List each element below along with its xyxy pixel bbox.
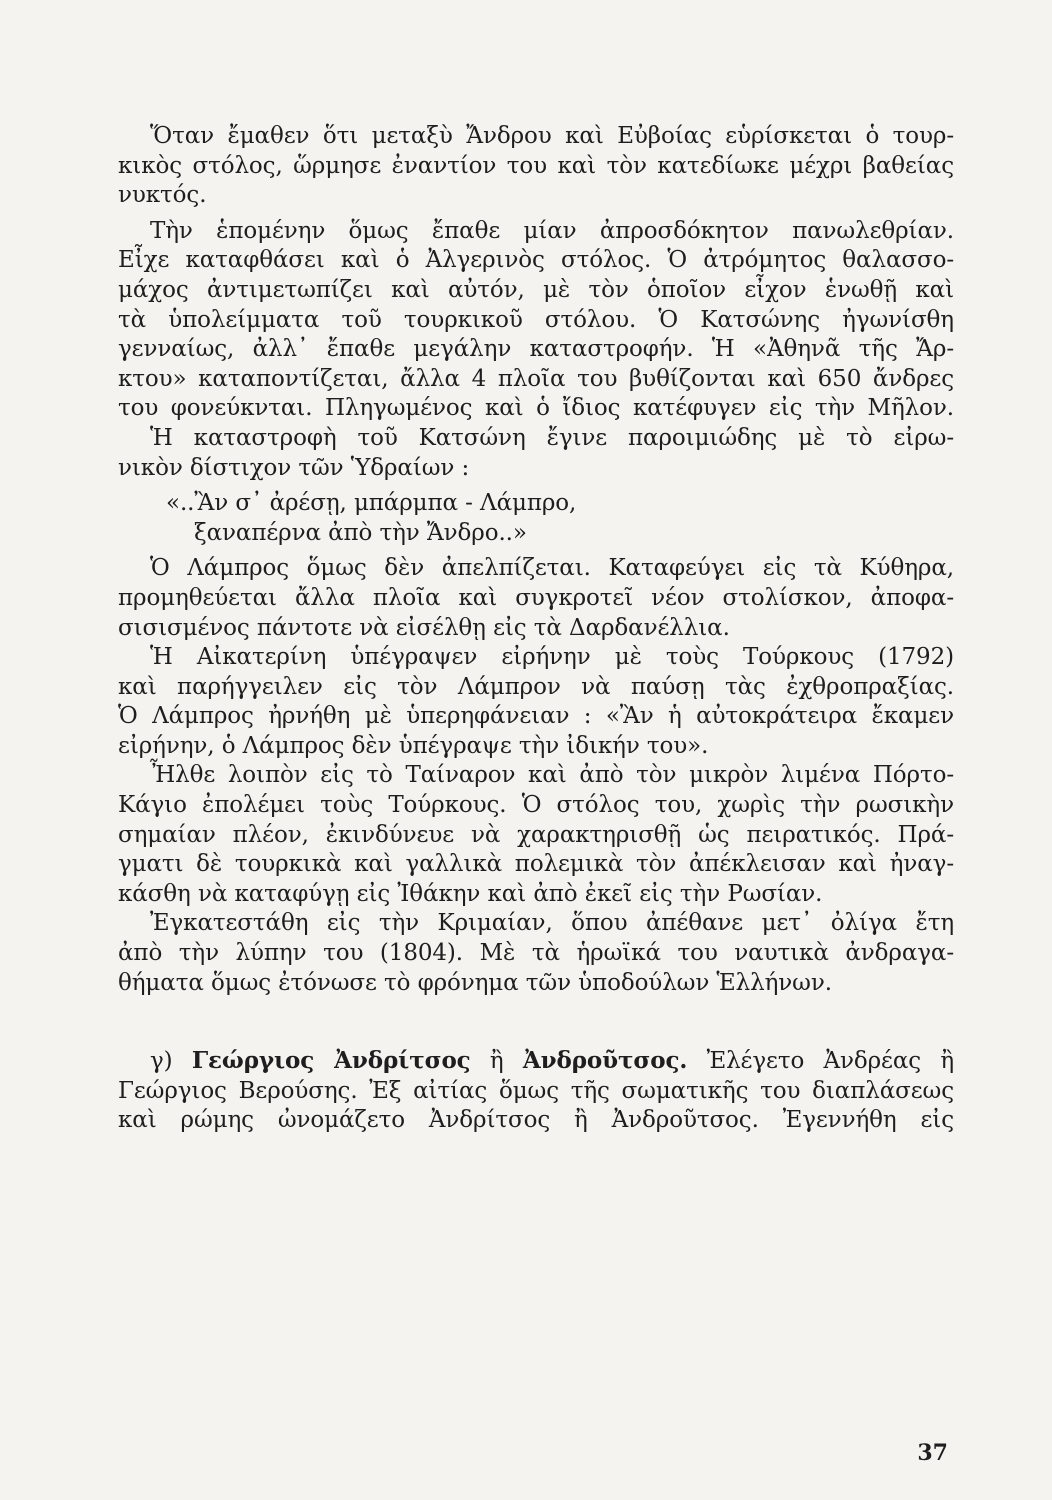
verse-couplet [118, 489, 954, 548]
paragraph [118, 424, 954, 483]
text-line: Ἡ καταστροφὴ τοῦ Κατσώνη ἔγινε παροιμιώδης μὲ τὸ εἰρω- [150, 424, 954, 451]
text-line: Κάγιο ἐπολέμει τοὺς Τούρκους. Ὁ στόλος του, χωρὶς τὴν ρωσικὴν [118, 792, 954, 819]
paragraph [118, 643, 954, 761]
text-line: κάσθη νὰ καταφύγῃ εἰς Ἰθάκην καὶ ἀπὸ ἐκεῖ εἰς τὴν Ρωσίαν. [118, 880, 823, 907]
text-line: Γεώργιος Βερούσης. Ἐξ αἰτίας ὅμως τῆς σωματικῆς του διαπλάσεως [118, 1077, 954, 1104]
section-marker: γ) [150, 1048, 173, 1075]
text-line: προμηθεύεται ἄλλα πλοῖα καὶ συγκροτεῖ νέον στολίσκον, ἀποφα- [118, 584, 954, 611]
section-line-rest: Ἐλέγετο Ἀνδρέας ἢ [706, 1048, 955, 1075]
paragraph [118, 217, 954, 424]
text-line: εἰρήνην, ὁ Λάμπρος δὲν ὑπέγραψε τὴν ἰδικήν του». [118, 732, 709, 759]
paragraph [118, 761, 954, 909]
text-line: θήματα ὅμως ἐτόνωσε τὸ φρόνημα τῶν ὑποδούλων Ἑλλήνων. [118, 969, 832, 996]
text-line: Ἦλθε λοιπὸν εἰς τὸ Ταίναρον καὶ ἀπὸ τὸν μικρὸν λιμένα Πόρτο- [150, 762, 954, 789]
text-line: Ὁ Λάμπρος ὅμως δὲν ἀπελπίζεται. Καταφεύγει εἰς τὰ Κύθηρα, [150, 555, 954, 582]
text-line: γενναίως, ἀλλ᾿ ἔπαθε μεγάλην καταστροφήν. Ἡ «Ἀθηνᾶ τῆς Ἄρ- [118, 336, 954, 363]
text-line: γματι δὲ τουρκικὰ καὶ γαλλικὰ πολεμικὰ τὸν ἀπέκλεισαν καὶ ἠναγ- [118, 851, 954, 878]
section-gamma [118, 1046, 954, 1136]
text-line: τὰ ὑπολείμματα τοῦ τουρκικοῦ στόλου. Ὁ Κατσώνης ἠγωνίσθη [118, 306, 954, 333]
text-line: κτου» καταποντίζεται, ἄλλα 4 πλοῖα του βυθίζονται καὶ 650 ἄνδρες [118, 365, 954, 392]
verse-line: «..Ἂν σ᾿ ἀρέσῃ, μπάρμπα - Λάμπρο, [166, 490, 577, 517]
text-line: καὶ παρήγγειλεν εἰς τὸν Λάμπρον νὰ παύσῃ τὰς ἐχθροπραξίας. [118, 673, 954, 700]
text-line: νικὸν δίστιχον τῶν Ὑδραίων : [118, 454, 470, 481]
text-line: Ἐγκατεστάθη εἰς τὴν Κριμαίαν, ὅπου ἀπέθανε μετ᾿ ὀλίγα ἔτη [150, 910, 954, 937]
text-line: σισισμένος πάντοτε νὰ εἰσέλθῃ εἰς τὰ Δαρδανέλλια. [118, 614, 730, 641]
page-body [118, 122, 954, 1136]
text-line: Τὴν ἑπομένην ὅμως ἔπαθε μίαν ἀπροσδόκητον πανωλεθρίαν. [150, 217, 954, 244]
text-line: Εἶχε καταφθάσει καὶ ὁ Ἀλγερινὸς στόλος. Ὁ ἀτρόμητος θαλασσο- [118, 247, 954, 274]
section-heading-name: Γεώργιος Ἀνδρίτσος [191, 1047, 471, 1075]
text-line: ἀπὸ τὴν λύπην του (1804). Μὲ τὰ ἡρωϊκά του ναυτικὰ ἀνδραγα- [118, 940, 954, 967]
section-heading-conj: ἢ [489, 1048, 504, 1075]
paragraph [118, 909, 954, 998]
text-line: Ὁ Λάμπρος ἠρνήθη μὲ ὑπερηφάνειαν : «Ἂν ἡ αὐτοκράτειρα ἔκαμεν [118, 703, 954, 730]
text-line: Ἡ Αἰκατερίνη ὑπέγραψεν εἰρήνην μὲ τοὺς Τούρκους (1792) [150, 644, 954, 671]
text-line: σημαίαν πλέον, ἐκινδύνευε νὰ χαρακτηρισθῇ ὡς πειρατικός. Πρά- [118, 821, 954, 848]
paragraph [118, 122, 954, 211]
text-line: μάχος ἀντιμετωπίζει καὶ αὐτόν, μὲ τὸν ὁποῖον εἶχον ἑνωθῇ καὶ [118, 276, 954, 303]
section-heading-alt: Ἀνδροῦτσος. [522, 1047, 688, 1075]
text-line: κικὸς στόλος, ὥρμησε ἐναντίον του καὶ τὸν κατεδίωκε μέχρι βαθείας [118, 152, 954, 179]
text-line: καὶ ρώμης ὠνομάζετο Ἀνδρίτσος ἢ Ἀνδροῦτσος. Ἐγεννήθη εἰς [118, 1107, 954, 1134]
page-number: 37 [917, 1440, 948, 1466]
text-line: του φονεύκνται. Πληγωμένος καὶ ὁ ἴδιος κατέφυγεν εἰς τὴν Μῆλον. [118, 395, 954, 422]
section-heading-line [118, 1046, 954, 1077]
paragraph [118, 554, 954, 643]
text-line: νυκτός. [118, 182, 207, 209]
text-line: Ὅταν ἔμαθεν ὅτι μεταξὺ Ἄνδρου καὶ Εὐβοίας εὑρίσκεται ὁ τουρ- [150, 123, 954, 149]
verse-line: ξαναπέρνα ἀπὸ τὴν Ἄνδρο..» [194, 519, 527, 546]
